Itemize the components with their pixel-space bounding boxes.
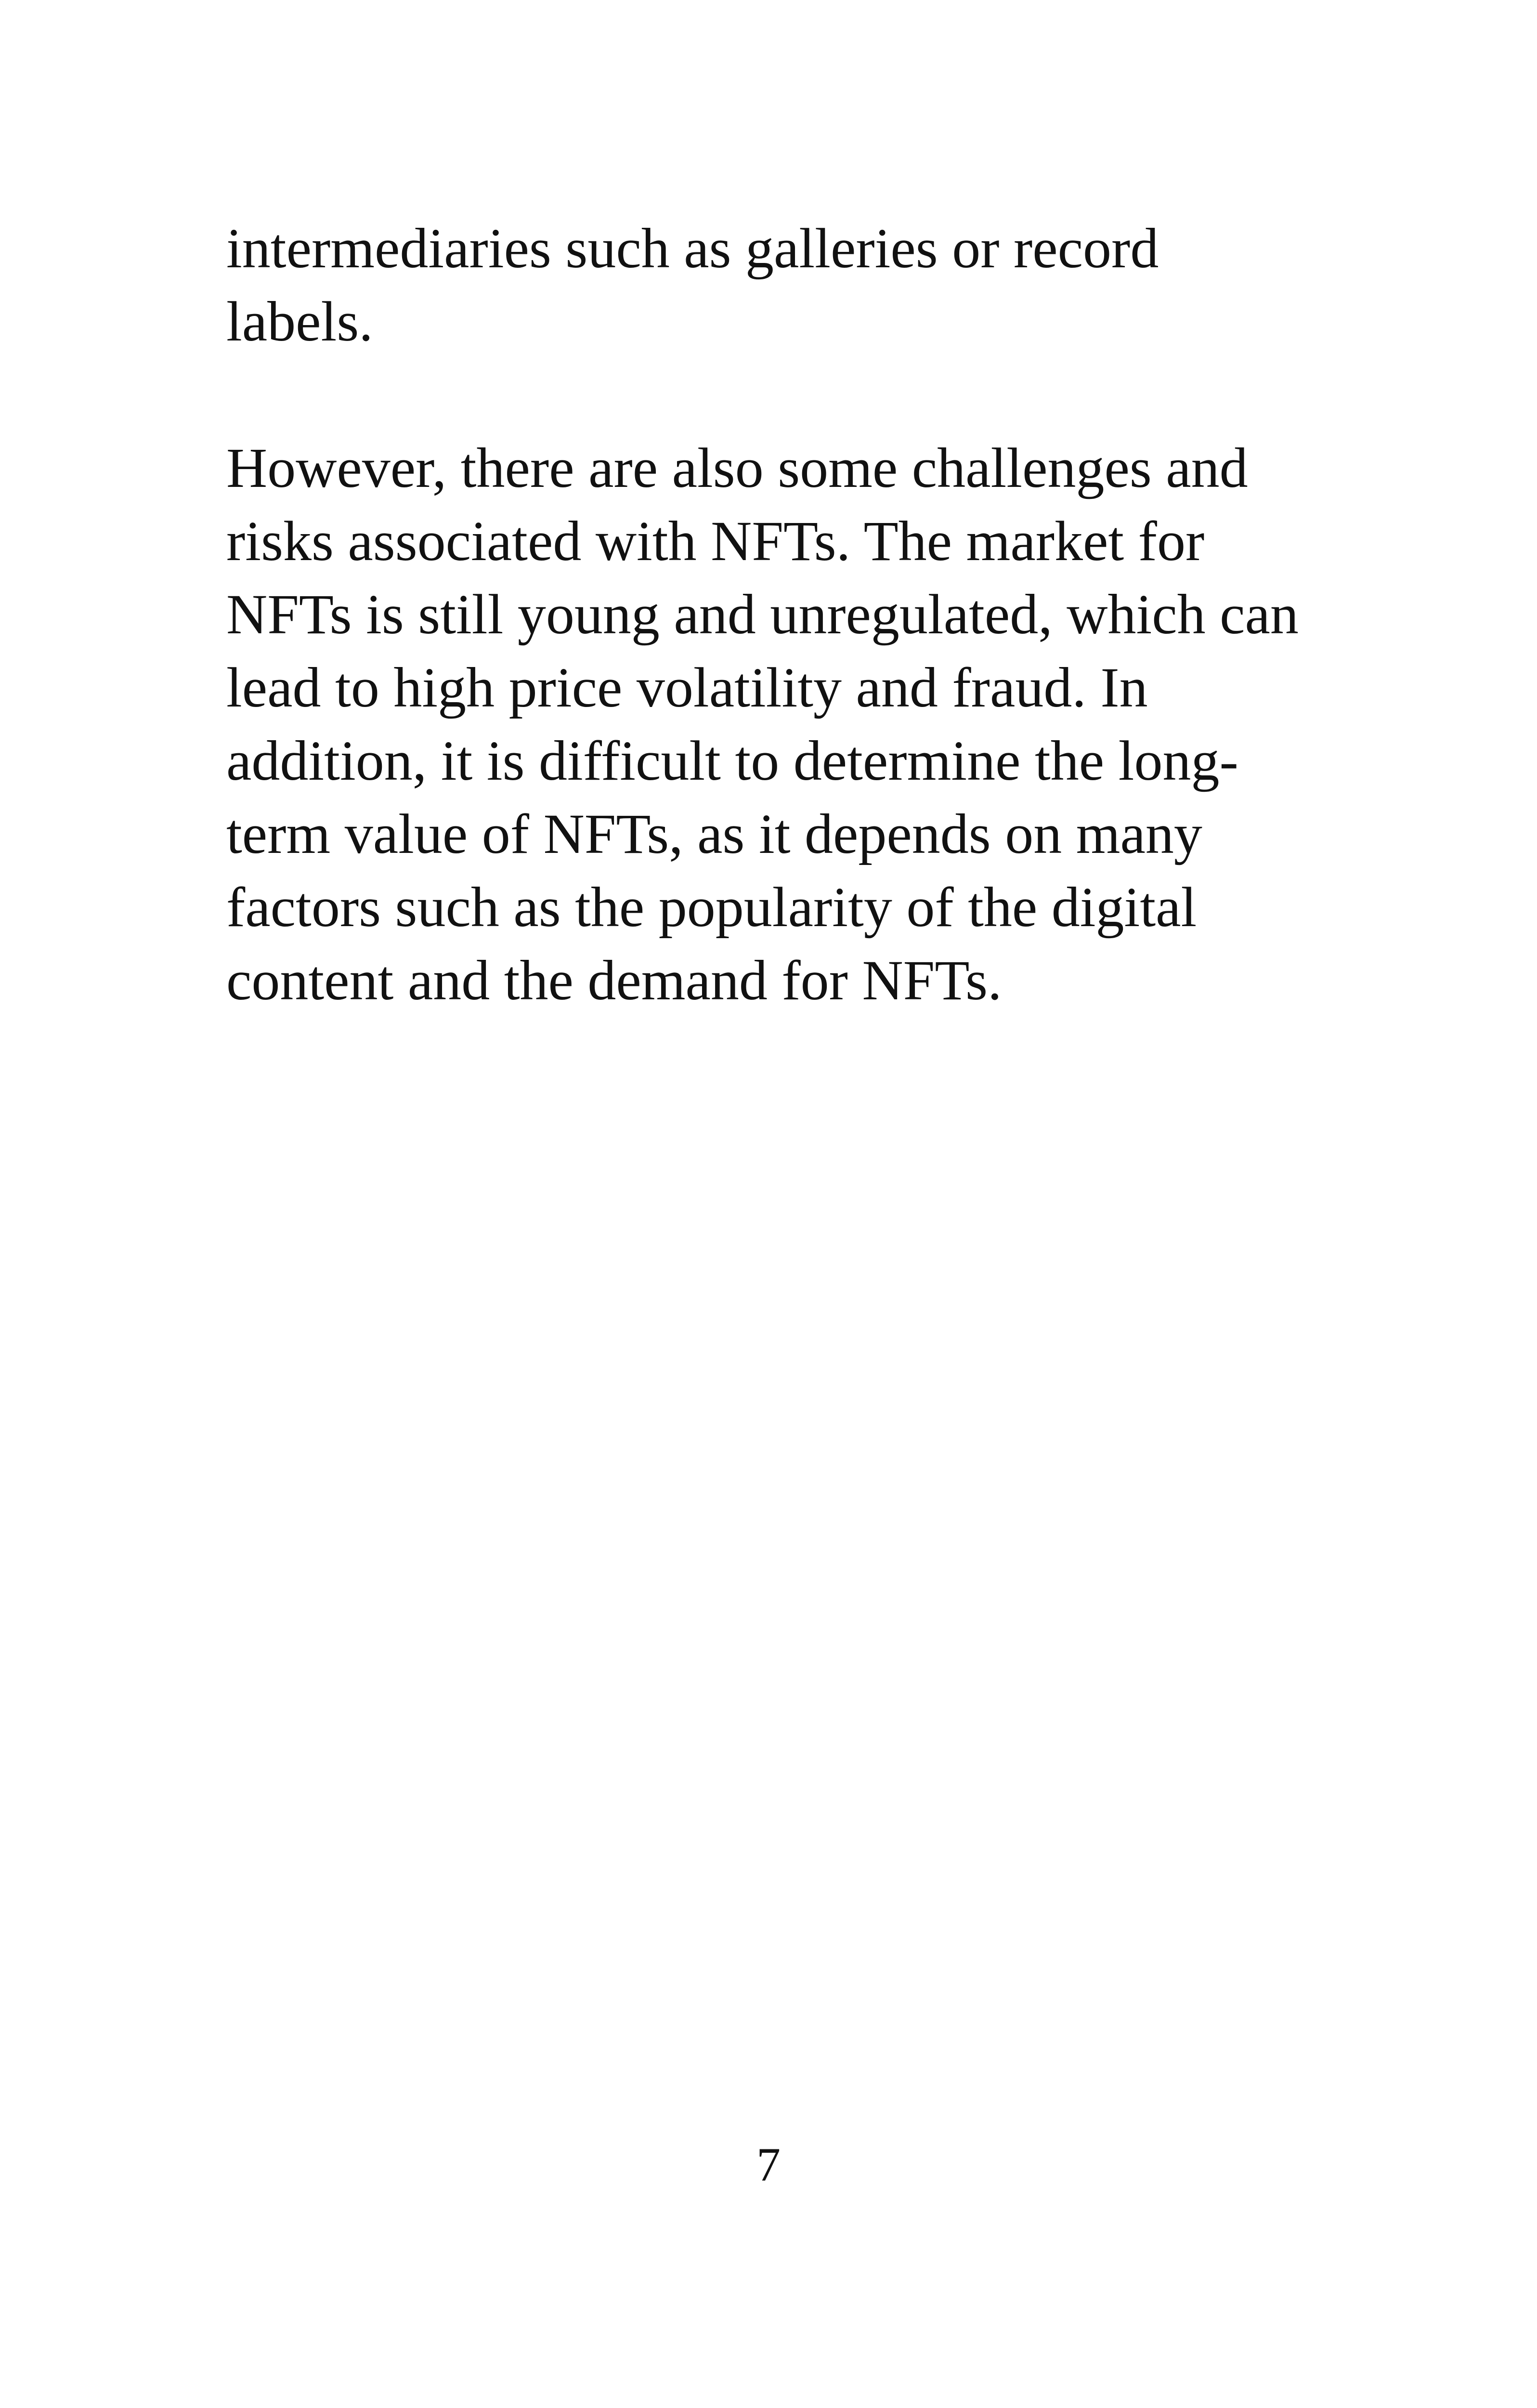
text-line: lead to high price volatility and fraud. In <box>226 656 1148 719</box>
text-line: factors such as the popularity of the digital <box>226 876 1197 939</box>
text-line: However, there are also some challenges and <box>226 436 1248 499</box>
body-text <box>226 212 1339 1017</box>
text-line: risks associated with NFTs. The market for <box>226 510 1205 573</box>
text-line: term value of NFTs, as it depends on many <box>226 802 1202 865</box>
text-line: labels. <box>226 290 373 353</box>
text-line: addition, it is difficult to determine the long- <box>226 729 1238 792</box>
paragraph-challenges <box>226 432 1339 1017</box>
page-number: 7 <box>756 2138 781 2191</box>
text-line: content and the demand for NFTs. <box>226 949 1002 1012</box>
paragraph-intermediaries <box>226 212 1339 358</box>
text-line: intermediaries such as galleries or record <box>226 217 1159 280</box>
text-line: NFTs is still young and unregulated, which can <box>226 583 1299 646</box>
